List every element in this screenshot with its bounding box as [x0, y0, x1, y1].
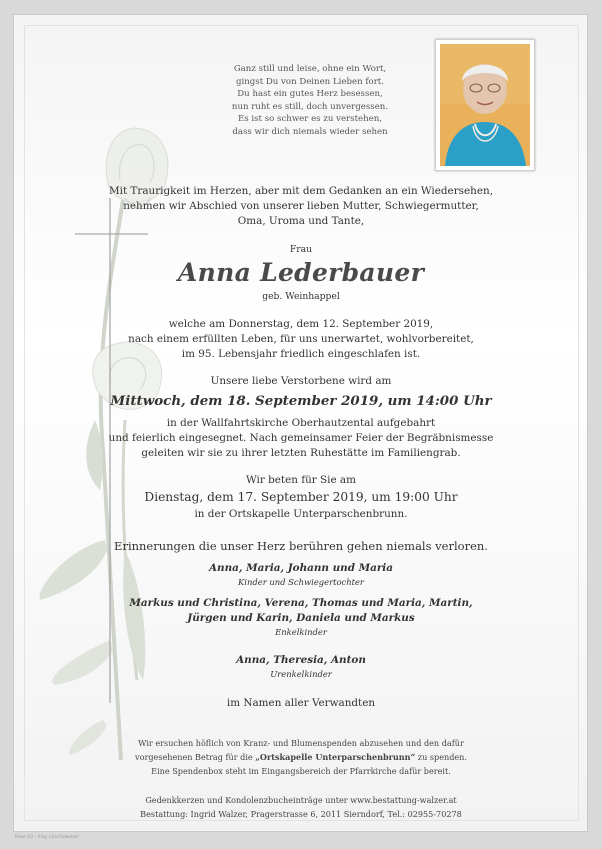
- poem-line: nun ruht es still, doch unvergessen.: [231, 101, 389, 112]
- poem-line: dass wir dich niemals wieder sehen: [232, 126, 388, 137]
- funeral-detail: geleiten wir sie zu ihrer letzten Ruhestätte im Familiengrab.: [141, 447, 461, 459]
- donation-line: Eine Spendenbox steht im Eingangsbereich der Pfarrkirche dafür bereit.: [151, 766, 451, 776]
- mourner-relation: Kinder und Schwiegertochter: [238, 577, 364, 587]
- death-text: nach einem erfüllten Leben, für uns unerwartet, wohlvorbereitet,: [128, 333, 474, 345]
- donation-line: [0, 752, 602, 762]
- deceased-name: Anna Lederbauer: [177, 258, 425, 287]
- mourner-relation: Enkelkinder: [275, 627, 327, 637]
- death-text: im 95. Lebensjahr friedlich eingeschlafen ist.: [181, 348, 421, 360]
- prayer-intro: Wir beten für Sie am: [246, 474, 356, 486]
- poem: [200, 63, 420, 139]
- donation-text: zu spenden.: [415, 752, 467, 762]
- mourner-names: Anna, Theresia, Anton: [236, 654, 366, 666]
- donation-line: Wir ersuchen höflich von Kranz- und Blumenspenden abzusehen und den dafür: [138, 738, 464, 748]
- mourner-names: Markus und Christina, Verena, Thomas und Maria, Martin,: [129, 597, 473, 609]
- relatives-line: im Namen aller Verwandten: [226, 697, 376, 709]
- prayer-date: Dienstag, dem 17. September 2019, um 19:00 Uhr: [144, 490, 458, 504]
- donation-recipient: „Ortskapelle Unterparschenbrunn“: [255, 752, 416, 762]
- intro-line: Mit Traurigkeit im Herzen, aber mit dem Gedanken an ein Wiedersehen,: [108, 185, 493, 197]
- donation-text: vorgesehenen Betrag für die: [135, 752, 256, 762]
- maiden-name: geb. Weinhappel: [262, 291, 340, 302]
- intro-line: nehmen wir Abschied von unserer lieben Mutter, Schwiegermutter,: [123, 200, 479, 212]
- intro-line: Oma, Uroma und Tante,: [237, 215, 365, 227]
- footer-line: Gedenkkerzen und Kondolenzbucheinträge unter www.bestattung-walzer.at: [145, 795, 457, 805]
- mourner-relation: Urenkelkinder: [270, 669, 332, 679]
- prayer-place: in der Ortskapelle Unterparschenbrunn.: [194, 508, 408, 520]
- poem-line: Ganz still und leise, ohne ein Wort,: [233, 64, 387, 74]
- salutation: Frau: [289, 244, 313, 255]
- funeral-date: Mittwoch, dem 18. September 2019, um 14:00 Uhr: [110, 393, 492, 409]
- poem-line: Es ist so schwer es zu verstehen,: [237, 114, 383, 125]
- mourner-names: Jürgen und Karin, Daniela und Markus: [187, 612, 415, 624]
- image-credit: Rose 10 - ©by Löschi/walzer: [15, 835, 80, 840]
- mourner-names: Anna, Maria, Johann und Maria: [208, 562, 393, 574]
- funeral-detail: und feierlich eingesegnet. Nach gemeinsamer Feier der Begräbnismesse: [108, 432, 494, 444]
- portrait-photo: [435, 39, 535, 171]
- funeral-detail: in der Wallfahrtskirche Oberhautzental aufgebahrt: [166, 417, 436, 429]
- poem-line: gingst Du von Deinen Lieben fort.: [236, 76, 384, 87]
- death-text: welche am Donnerstag, dem 12. September 2019,: [168, 318, 434, 330]
- poem-line: Du hast ein gutes Herz besessen,: [237, 89, 383, 100]
- memory-quote: Erinnerungen die unser Herz berühren gehen niemals verloren.: [114, 539, 488, 553]
- footer-line: Bestattung: Ingrid Walzer, Pragerstrasse 6, 2011 Sierndorf, Tel.: 02955-70278: [140, 809, 462, 819]
- funeral-intro: Unsere liebe Verstorbene wird am: [210, 375, 392, 387]
